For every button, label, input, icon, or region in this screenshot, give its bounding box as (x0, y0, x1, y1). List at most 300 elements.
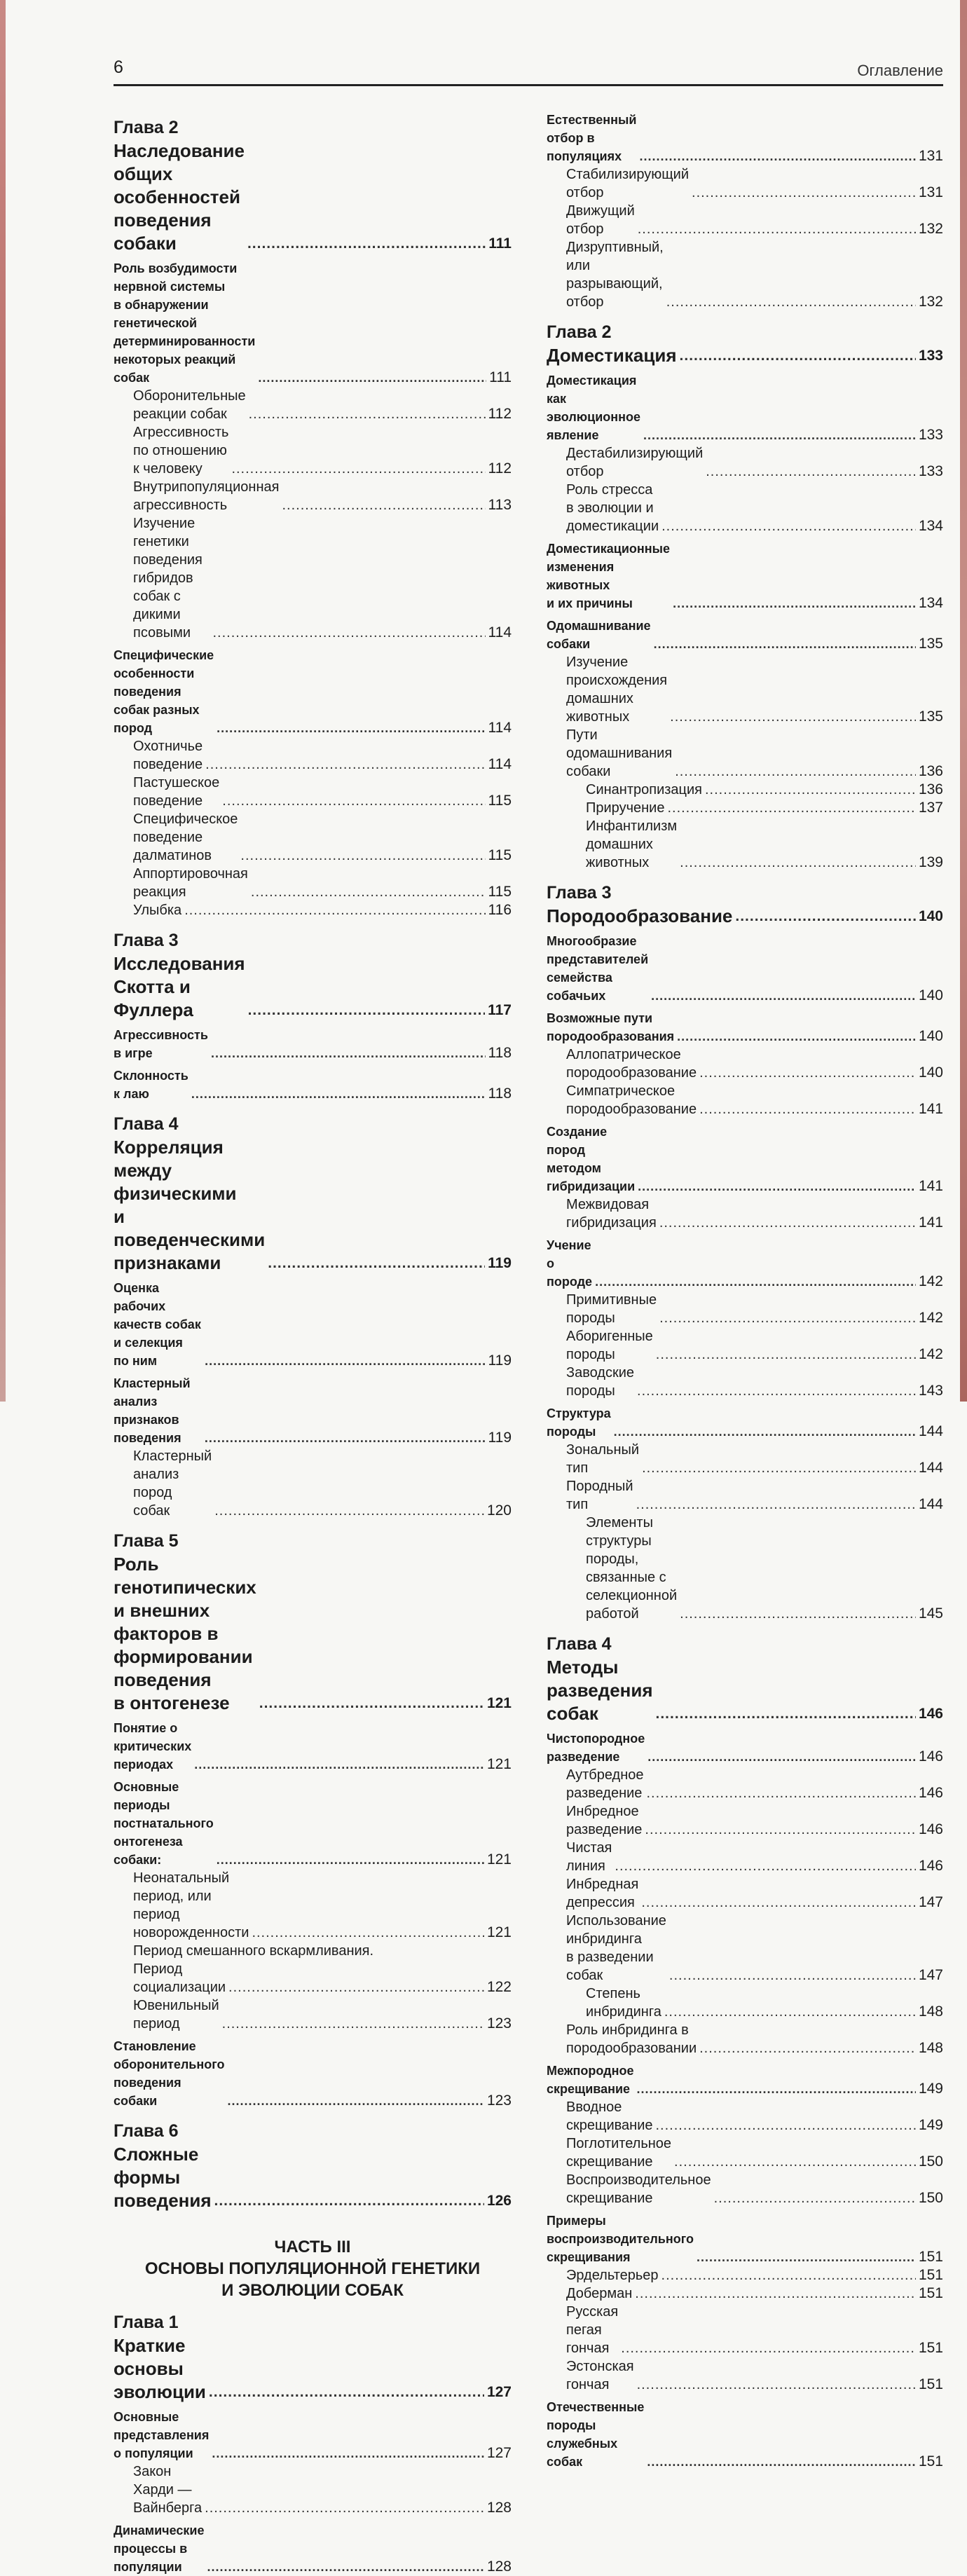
chapter-label: Глава 6 (114, 2121, 179, 2141)
toc-subentry[interactable] (114, 514, 512, 642)
toc-subentry[interactable] (547, 2266, 943, 2284)
entry-title: Доместикация (547, 345, 677, 366)
toc-subentry[interactable] (547, 799, 943, 817)
entry-title: Методы разведения собак (547, 1657, 653, 1724)
page-ref: 151 (918, 2453, 943, 2469)
dot-leader (692, 184, 916, 202)
toc-section[interactable] (547, 1009, 943, 1046)
chapter-entry (547, 1633, 943, 1725)
toc-subentry[interactable] (114, 1869, 512, 1942)
chapter-title[interactable] (114, 2143, 512, 2212)
chapter-label: Глава 4 (114, 1114, 179, 1134)
toc-subentry[interactable] (547, 1477, 943, 1514)
dot-leader (647, 2453, 916, 2471)
entry-title: Симпатрическое породообразование (566, 1083, 697, 1117)
dot-leader (638, 220, 916, 238)
chapter-title[interactable] (114, 2334, 512, 2404)
entry-title: Структура породы (547, 1406, 611, 1439)
entry-title: Сложные формы поведения (114, 2144, 212, 2211)
page-ref: 146 (918, 1821, 943, 1837)
toc-subentry[interactable] (547, 2303, 943, 2357)
entry-title: Аппортировочная реакция (133, 866, 248, 900)
toc-subentry[interactable] (114, 423, 512, 478)
entry-title: Возможные пути породообразования (547, 1011, 675, 1043)
page-ref: 141 (918, 1178, 943, 1194)
page-ref: 151 (918, 2285, 943, 2301)
dot-leader (651, 987, 916, 1005)
dot-leader (699, 2039, 916, 2057)
entry-title: Эрдельтерьер (566, 2268, 659, 2283)
page-ref: 144 (918, 1460, 943, 1476)
entry-title: Пастушеское поведение (133, 775, 220, 809)
toc-subentry[interactable] (547, 1364, 943, 1400)
dot-leader (621, 2339, 916, 2357)
page-ref: 150 (918, 2190, 943, 2206)
entry-title: Роль возбудимости нервной системы в обнаружении генетической детерминированности некоторых реакций собак (114, 261, 256, 385)
toc-subentry[interactable] (547, 1082, 943, 1118)
page-ref: 119 (488, 1430, 512, 1446)
dot-leader (656, 1345, 916, 1364)
dot-leader (645, 1821, 916, 1839)
chapter-title[interactable] (547, 1656, 943, 1725)
dot-leader (209, 2380, 484, 2404)
page-ref: 144 (918, 1496, 943, 1512)
entry-title: Инбредное разведение (566, 1804, 643, 1837)
dot-leader (228, 1978, 484, 1996)
toc-left-column (114, 107, 512, 2576)
page-ref: 112 (488, 406, 512, 422)
dot-leader (259, 1692, 484, 1715)
entry-title: Роль генотипических и внешних факторов в формировании поведения в онтогенезе (114, 1554, 256, 1713)
chapter-title[interactable] (114, 1553, 512, 1715)
chapter-title[interactable] (114, 1136, 512, 1275)
entry-title: Корреляция между физическими и поведенческими признаками (114, 1137, 266, 1273)
entry-title: Доместикация как эволюционное явление (547, 374, 640, 442)
page-edge-right (960, 0, 967, 1402)
entry-title: Пути одомашнивания собаки (566, 727, 673, 779)
page-ref: 111 (488, 235, 512, 252)
toc-subentry[interactable] (114, 478, 512, 514)
entry-title: Кластерный анализ признаков поведения (114, 1376, 191, 1445)
toc-subentry[interactable] (547, 653, 943, 726)
toc-section[interactable] (547, 371, 943, 444)
toc-subentry[interactable] (547, 1802, 943, 1839)
toc-subentry[interactable] (114, 737, 512, 774)
entry-title: Синантропизация (586, 782, 702, 797)
dot-leader (191, 1085, 486, 1103)
chapter-title[interactable] (114, 139, 512, 255)
page-ref: 128 (486, 2500, 512, 2516)
entry-title: Агрессивность в игре (114, 1028, 208, 1060)
page-ref: 121 (486, 1695, 512, 1711)
toc-subentry[interactable] (547, 2357, 943, 2394)
chapter-label: Глава 2 (114, 118, 179, 137)
toc-subentry[interactable] (547, 726, 943, 781)
toc-section[interactable] (114, 259, 512, 387)
dot-leader (677, 1027, 916, 1046)
dot-leader (635, 2284, 916, 2303)
dot-leader (699, 1064, 916, 1082)
dot-leader (205, 1352, 485, 1370)
chapter-title[interactable] (547, 344, 943, 367)
entry-title: Исследования Скотта и Фуллера (114, 953, 245, 1020)
dot-leader (639, 147, 916, 165)
entry-title: Породный тип (566, 1479, 633, 1512)
entry-title: Доберман (566, 2286, 633, 2301)
dot-leader (637, 1382, 916, 1400)
entry-title: Наследование общих особенностей поведения собаки (114, 140, 245, 254)
dot-leader (656, 1702, 916, 1725)
toc-subentry[interactable] (547, 2098, 943, 2135)
dot-leader (252, 1924, 484, 1942)
toc-subentry[interactable] (547, 817, 943, 872)
dot-leader (659, 1309, 916, 1327)
toc-subentry[interactable] (547, 1046, 943, 1082)
entry-title: Изучение генетики поведения гибридов собак с дикими псовыми (133, 516, 203, 640)
dot-leader (642, 1459, 916, 1477)
entry-title: Отечественные породы служебных собак (547, 2400, 645, 2469)
page-ref: 139 (918, 854, 943, 870)
page-ref: 134 (918, 595, 943, 611)
toc-section[interactable] (114, 1719, 512, 1774)
toc-section[interactable] (547, 2398, 943, 2471)
toc-subentry[interactable] (547, 1441, 943, 1477)
page-ref: 121 (486, 1851, 512, 1868)
chapter-title[interactable] (114, 952, 512, 1022)
toc-section[interactable] (547, 1729, 943, 1766)
page-ref: 141 (918, 1214, 943, 1231)
part-label: ЧАСТЬ III (274, 2238, 351, 2256)
dot-leader (670, 708, 916, 726)
entry-title: Агрессивность по отношению к человеку (133, 425, 229, 477)
entry-title: Одомашнивание собаки (547, 619, 651, 651)
dot-leader (647, 1784, 916, 1802)
entry-title: Охотничье поведение (133, 739, 203, 772)
chapter-label: Глава 3 (114, 931, 179, 950)
dot-leader (614, 1423, 916, 1441)
entry-title: Многообразие представителей семейства собачьих (547, 934, 649, 1003)
dot-leader (643, 426, 916, 444)
entry-title: Поглотительное скрещивание (566, 2136, 672, 2170)
page-ref: 132 (918, 221, 943, 237)
page-ref: 135 (918, 636, 943, 652)
chapter-entry (547, 321, 943, 367)
toc-subentry[interactable] (547, 2021, 943, 2057)
page-edge-left (0, 0, 6, 1402)
dot-leader (214, 2189, 484, 2212)
chapter-label: Глава 5 (114, 1531, 179, 1551)
entry-title: Движущий отбор (566, 203, 635, 237)
entry-title: Оборонительные реакции собак (133, 388, 246, 422)
part-heading (114, 2236, 512, 2301)
entry-title: Специфическое поведение далматинов (133, 811, 238, 863)
entry-title: Русская пегая гончая (566, 2304, 619, 2356)
page-ref: 122 (486, 1979, 512, 1995)
entry-title: Внутрипопуляционная агрессивность (133, 479, 280, 513)
dot-leader (227, 2092, 484, 2110)
dot-leader (669, 1966, 916, 1985)
toc-section[interactable] (547, 2062, 943, 2098)
page-ref: 131 (918, 184, 943, 200)
page-ref: 151 (918, 2340, 943, 2356)
dot-leader (214, 1502, 484, 1520)
toc-subentry[interactable] (547, 165, 943, 202)
page-ref: 131 (918, 148, 943, 164)
toc-section[interactable] (114, 1026, 512, 1062)
entry-title: Закон Харди — Вайнберга (133, 2464, 203, 2516)
toc-subentry[interactable] (547, 2135, 943, 2171)
dot-leader (680, 344, 916, 367)
toc-section[interactable] (547, 540, 943, 612)
dot-leader (697, 2248, 916, 2266)
toc-section[interactable] (547, 1123, 943, 1195)
toc-section[interactable] (114, 1374, 512, 1447)
page-ref: 121 (486, 1924, 512, 1940)
toc-section[interactable] (114, 2521, 512, 2576)
entry-title: Понятие о критических периодах (114, 1721, 192, 1772)
entry-title: Породообразование (547, 905, 733, 926)
toc-subentry[interactable] (547, 238, 943, 311)
toc-subentry[interactable] (114, 1447, 512, 1520)
toc-subentry[interactable] (547, 781, 943, 799)
toc-subentry[interactable] (547, 2284, 943, 2303)
dot-leader (248, 999, 486, 1022)
dot-leader (282, 496, 485, 514)
page-ref: 147 (918, 1894, 943, 1910)
page-ref: 114 (488, 756, 512, 772)
entry-title: Аллопатрическое породообразование (566, 1047, 697, 1081)
page-ref: 112 (488, 460, 512, 477)
page-ref: 142 (918, 1310, 943, 1326)
page-ref: 133 (918, 463, 943, 479)
entry-title: Воспроизводительное скрещивание (566, 2172, 711, 2206)
page-ref: 127 (486, 2384, 512, 2400)
toc-section[interactable] (547, 1236, 943, 1291)
dot-leader (735, 905, 916, 928)
page-ref: 148 (918, 2040, 943, 2056)
dot-leader (251, 883, 486, 901)
toc-subentry[interactable] (547, 1291, 943, 1327)
toc-section[interactable] (114, 1279, 512, 1370)
page-ref: 142 (918, 1346, 943, 1362)
page-ref: 117 (488, 1002, 512, 1018)
toc-subentry[interactable] (547, 1766, 943, 1802)
toc-subentry[interactable] (547, 1912, 943, 1985)
toc-subentry[interactable] (547, 444, 943, 481)
entry-title: Чистопородное разведение (547, 1732, 645, 1764)
chapter-label: Глава 4 (547, 1634, 612, 1654)
toc-right-column (547, 107, 943, 2471)
dot-leader (637, 2376, 916, 2394)
entry-title: Учение о породе (547, 1238, 593, 1289)
chapter-entry (114, 1530, 512, 1715)
entry-title: Создание пород методом гибридизации (547, 1125, 636, 1193)
page-ref: 144 (918, 1423, 943, 1439)
toc-subentry[interactable] (547, 202, 943, 238)
page-ref: 149 (918, 2117, 943, 2133)
toc-section[interactable] (114, 2037, 512, 2110)
dot-leader (222, 792, 485, 810)
entry-title: Динамические процессы в популяции (114, 2523, 205, 2574)
dot-leader (222, 2015, 484, 2033)
page-ref: 141 (918, 1101, 943, 1117)
entry-title: Ювенильный период (133, 1998, 219, 2032)
page-ref: 115 (488, 793, 512, 809)
chapter-entry (114, 1113, 512, 1275)
entry-title: Инфантилизм домашних животных (586, 818, 678, 870)
toc-section[interactable] (114, 1067, 512, 1103)
entry-title: Использование инбридинга в разведении собак (566, 1913, 666, 1983)
dot-leader (641, 1893, 916, 1912)
entry-title: Примеры воспроизводительного скрещивания (547, 2214, 694, 2264)
dot-leader (205, 1429, 486, 1447)
dot-leader (675, 762, 916, 781)
page-ref: 114 (488, 720, 512, 736)
entry-title: Доместикационные изменения животных и их причины (547, 542, 671, 610)
dot-leader (249, 405, 486, 423)
chapter-entry (114, 2120, 512, 2212)
dot-leader (664, 2003, 916, 2021)
entry-title: Склонность к лаю (114, 1069, 188, 1101)
dot-leader (205, 755, 485, 774)
chapter-entry (547, 882, 943, 928)
page-ref: 150 (918, 2153, 943, 2170)
entry-title: Дизруптивный, или разрывающий, отбор (566, 240, 664, 310)
page-ref: 148 (918, 2003, 943, 2020)
page-ref: 140 (918, 1028, 943, 1044)
page-ref: 146 (918, 1706, 943, 1722)
toc-subentry[interactable] (114, 2462, 512, 2517)
dot-leader (674, 2153, 916, 2171)
toc-subentry[interactable] (114, 1996, 512, 2033)
entry-title: Примитивные породы (566, 1292, 657, 1326)
page-ref: 145 (918, 1605, 943, 1622)
toc-subentry[interactable] (114, 810, 512, 865)
page-header (114, 57, 943, 86)
dot-leader (207, 2558, 484, 2576)
toc-subentry[interactable] (547, 1875, 943, 1912)
entry-title: Стабилизирующий отбор (566, 167, 690, 200)
toc-subentry[interactable] (547, 1514, 943, 1623)
entry-title: Роль стресса в эволюции и доместикации (566, 482, 659, 534)
chapter-title[interactable] (547, 905, 943, 928)
dot-leader (666, 293, 916, 311)
entry-title: Межпородное скрещивание (547, 2064, 634, 2096)
dot-leader (231, 460, 485, 478)
toc-subentry[interactable] (114, 865, 512, 901)
toc-section[interactable] (547, 617, 943, 653)
chapter-entry (114, 929, 512, 1022)
page-ref: 118 (488, 1045, 512, 1061)
page-ref: 140 (918, 908, 943, 924)
entry-title: Краткие основы эволюции (114, 2335, 206, 2402)
dot-leader (680, 1605, 916, 1623)
entry-title: Основные представления о популяции (114, 2410, 210, 2460)
toc-section[interactable] (547, 2212, 943, 2266)
toc-subentry[interactable] (547, 2171, 943, 2207)
toc-left-block-2 (114, 2311, 512, 2576)
dot-leader (205, 2499, 484, 2517)
entry-title: Неонатальный период, или период новорожденности (133, 1870, 249, 1940)
entry-title: Дестабилизирующий отбор (566, 446, 704, 479)
dot-leader (217, 1851, 484, 1869)
page-ref: 151 (918, 2267, 943, 2283)
dot-leader (636, 2080, 916, 2098)
page-ref: 135 (918, 708, 943, 725)
toc-section[interactable] (547, 1404, 943, 1441)
entry-title: Межвидовая гибридизация (566, 1197, 657, 1231)
running-title: Оглавление (857, 62, 943, 79)
entry-title: Аутбредное разведение (566, 1767, 644, 1801)
page-ref: 120 (486, 1502, 512, 1519)
dot-leader (667, 799, 916, 817)
page-ref: 126 (486, 2193, 512, 2209)
chapter-label: Глава 2 (547, 322, 612, 342)
entry-title: Период смешанного вскармливания. (133, 1943, 374, 1959)
dot-leader (595, 1273, 916, 1291)
page-ref: 133 (918, 348, 943, 364)
toc-right-block (547, 111, 943, 2471)
page-ref: 140 (918, 1064, 943, 1081)
toc-left-block-1 (114, 116, 512, 2212)
page-ref: 133 (918, 427, 943, 443)
page-ref: 132 (918, 294, 943, 310)
entry-title: Приручение (586, 800, 665, 816)
toc-section[interactable] (114, 2408, 512, 2462)
page-ref: 151 (918, 2376, 943, 2392)
toc-subentry[interactable] (114, 1960, 512, 1996)
dot-leader (706, 463, 916, 481)
toc-subentry[interactable] (114, 901, 512, 919)
page-ref: 137 (918, 800, 943, 816)
entry-title: Улыбка (133, 903, 182, 918)
page-ref: 136 (918, 763, 943, 779)
entry-title: Кластерный анализ пород собак (133, 1448, 212, 1519)
entry-title: Становление оборонительного поведения собаки (114, 2039, 225, 2108)
toc-section[interactable] (114, 646, 512, 737)
page-ref: 119 (488, 1255, 512, 1271)
page-ref: 115 (488, 884, 512, 900)
entry-title: Основные периоды постнатального онтогенеза собаки: (114, 1780, 214, 1867)
dot-leader (659, 1214, 916, 1232)
entry-title: Степень инбридинга (586, 1986, 661, 2020)
toc-subentry[interactable] (547, 1839, 943, 1875)
toc-section[interactable] (547, 111, 943, 165)
toc-subentry[interactable] (547, 481, 943, 535)
toc-subentry[interactable] (114, 387, 512, 423)
dot-leader (212, 2444, 484, 2462)
toc-subentry[interactable] (547, 1985, 943, 2021)
entry-title: Эстонская гончая (566, 2359, 634, 2392)
dot-leader (213, 624, 486, 642)
dot-leader (211, 1044, 486, 1062)
entry-title: Элементы структуры породы, связанные с селекционной работой (586, 1515, 678, 1622)
page-ref: 149 (918, 2081, 943, 2097)
toc-section[interactable] (547, 932, 943, 1005)
page-ref: 113 (488, 497, 512, 513)
toc-subentry[interactable] (547, 1195, 943, 1232)
dot-leader (655, 2116, 915, 2135)
page-ref: 121 (486, 1756, 512, 1772)
toc-section[interactable] (114, 1778, 512, 1869)
page-ref: 116 (488, 902, 512, 918)
entry-title: Чистая линия (566, 1840, 612, 1874)
toc-subentry[interactable] (114, 774, 512, 810)
toc-subentry[interactable] (547, 1327, 943, 1364)
entry-title: Период социализации (133, 1961, 226, 1995)
page-ref: 111 (489, 369, 512, 385)
toc-subentry (114, 1942, 512, 1960)
